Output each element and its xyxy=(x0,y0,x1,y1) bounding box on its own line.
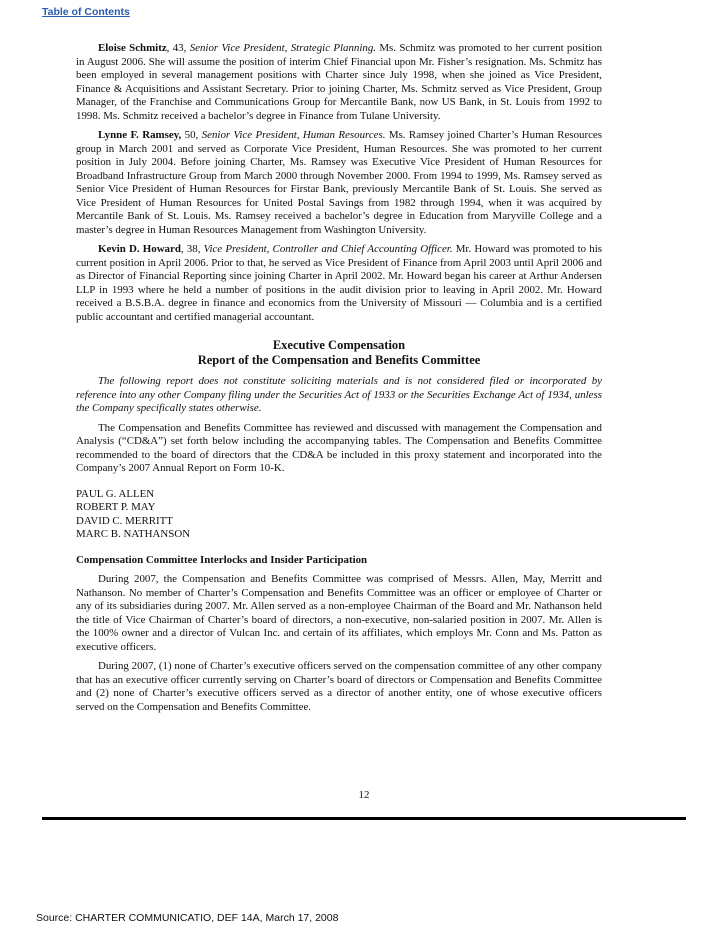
signer-name: MARC B. NATHANSON xyxy=(76,528,191,540)
heading-line-2: Report of the Compensation and Benefits Committee xyxy=(197,353,481,367)
section-heading xyxy=(76,338,602,368)
bio-text: Ms. Schmitz was promoted to her current position in August 2006. She will assume the position of interim Chief Financial upon Mr. Fisher’s resignation. Ms. Schmitz has been employed in several management positions with Charter since July 1998, when she joined as Vice President, Finance & Acquisitions and Assistant Secretary. Prior to joining Charter, Ms. Schmitz served as Vice President, Group Manager, of the Franchise and Communications Group for Mercantile Bank, now US Bank, in St. Louis from 1992 to 1998. Ms. Schmitz received a bachelor’s degree in Finance from Tulane University. xyxy=(76,42,603,122)
interlock-paragraph-1: During 2007, the Compensation and Benefits Committee was comprised of Messrs. Allen, May, Merritt and Nathanson. No member of Charter’s Compensation and Benefits Committee was an officer or employee of Charter or any of its subsidiaries during 2007. Mr. Allen served as a non-employee Chairman of the Board and Mr. Nathanson held the title of Vice Chairman of Charter’s board of directors, a non-executive, non-salaried position in 2007. Mr. Allen is the 100% owner and a director of Vulcan Inc. and certain of its affiliates, which employs Mr. Conn and Ms. Patton as executive officers. xyxy=(76,573,602,653)
bio-howard xyxy=(76,243,602,324)
signer-name: PAUL G. ALLEN xyxy=(76,487,155,500)
signer-name: ROBERT P. MAY xyxy=(76,501,156,513)
bio-text: Ms. Ramsey joined Charter’s Human Resources group in March 2001 and served as Corporate Vice President, Human Resources. She was promoted to her current position in July 2004. Before joining Charter, Ms. Ramsey was Executive Vice President of Human Resources for Broadband Infrastructure Group from March 2000 through November 2000. From 1994 to 1999, Ms. Ramsey served as Senior Vice President of Human Resources for Firstar Bank, previously Mercantile Bank of St. Louis. She served as Vice President of Human Resources for United Postal Savings from 1982 through 1994, when it was acquired by Mercantile Bank of St. Louis. Ms. Ramsey received a bachelor’s degree in Education from Maryville College and a master’s degree in Human Resources Management from Washington University. xyxy=(76,129,603,236)
bio-ramsey xyxy=(76,129,602,237)
page-divider xyxy=(42,817,686,820)
subsection-heading: Compensation Committee Interlocks and Insider Participation xyxy=(76,553,368,566)
bio-name: Kevin D. Howard xyxy=(98,243,181,255)
signer-name: DAVID C. MERRITT xyxy=(76,514,173,527)
source-footer: Source: CHARTER COMMUNICATIO, DEF 14A, March 17, 2008 xyxy=(36,912,339,924)
bio-title: Senior Vice President, Strategic Planning. xyxy=(189,42,377,54)
bio-schmitz xyxy=(76,42,602,123)
committee-signers xyxy=(76,488,602,542)
bio-name: Lynne F. Ramsey, xyxy=(98,129,182,141)
bio-age: , 43, xyxy=(166,42,190,54)
bio-age: , 38, xyxy=(180,243,204,255)
page-number: 12 xyxy=(358,789,370,801)
bio-name: Eloise Schmitz xyxy=(98,42,167,54)
bio-title: Senior Vice President, Human Resources. xyxy=(201,129,386,141)
document-body xyxy=(76,42,602,720)
report-paragraph: The Compensation and Benefits Committee has reviewed and discussed with management the Compensation and Analysis (“CD&A”) set forth below including the accompanying tables. The Compensation and Benefits Committee recommended to the board of directors that the CD&A be included in this proxy statement and incorporated into the Company’s 2007 Annual Report on Form 10-K. xyxy=(76,421,602,474)
table-of-contents-link[interactable]: Table of Contents xyxy=(42,6,130,18)
bio-text: Mr. Howard was promoted to his current position in April 2006. Prior to that, he served as Vice President of Finance from April 2003 until April 2006 and as Director of Financial Reporting since joining Charter in April 2002. Mr. Howard began his career at Arthur Andersen LLP in 1993 where he held a number of positions in the audit division prior to leaving in April 2002. Mr. Howard received a B.S.B.A. degree in finance and economics from the University of Missouri — Columbia and is a certified public accountant and certified managerial accountant. xyxy=(76,243,603,323)
interlock-paragraph-2: During 2007, (1) none of Charter’s executive officers served on the compensation committee of any other company that has an executive officer currently serving on Charter’s board of directors or Compensation and Benefits Committee and (2) none of Charter’s executive officers served as a director of another entity, one of whose executive officers served on the Compensation and Benefits Committee. xyxy=(76,660,602,713)
bio-age: 50, xyxy=(181,129,202,141)
bio-title: Vice President, Controller and Chief Accounting Officer. xyxy=(203,243,453,255)
heading-line-1: Executive Compensation xyxy=(272,338,406,352)
disclaimer-note: The following report does not constitute soliciting materials and is not considered filed or incorporated by reference into any other Company filing under the Securities Act of 1933 or the Securities Exchange Act of 1934, unless the Company specifically states otherwise. xyxy=(76,375,602,414)
